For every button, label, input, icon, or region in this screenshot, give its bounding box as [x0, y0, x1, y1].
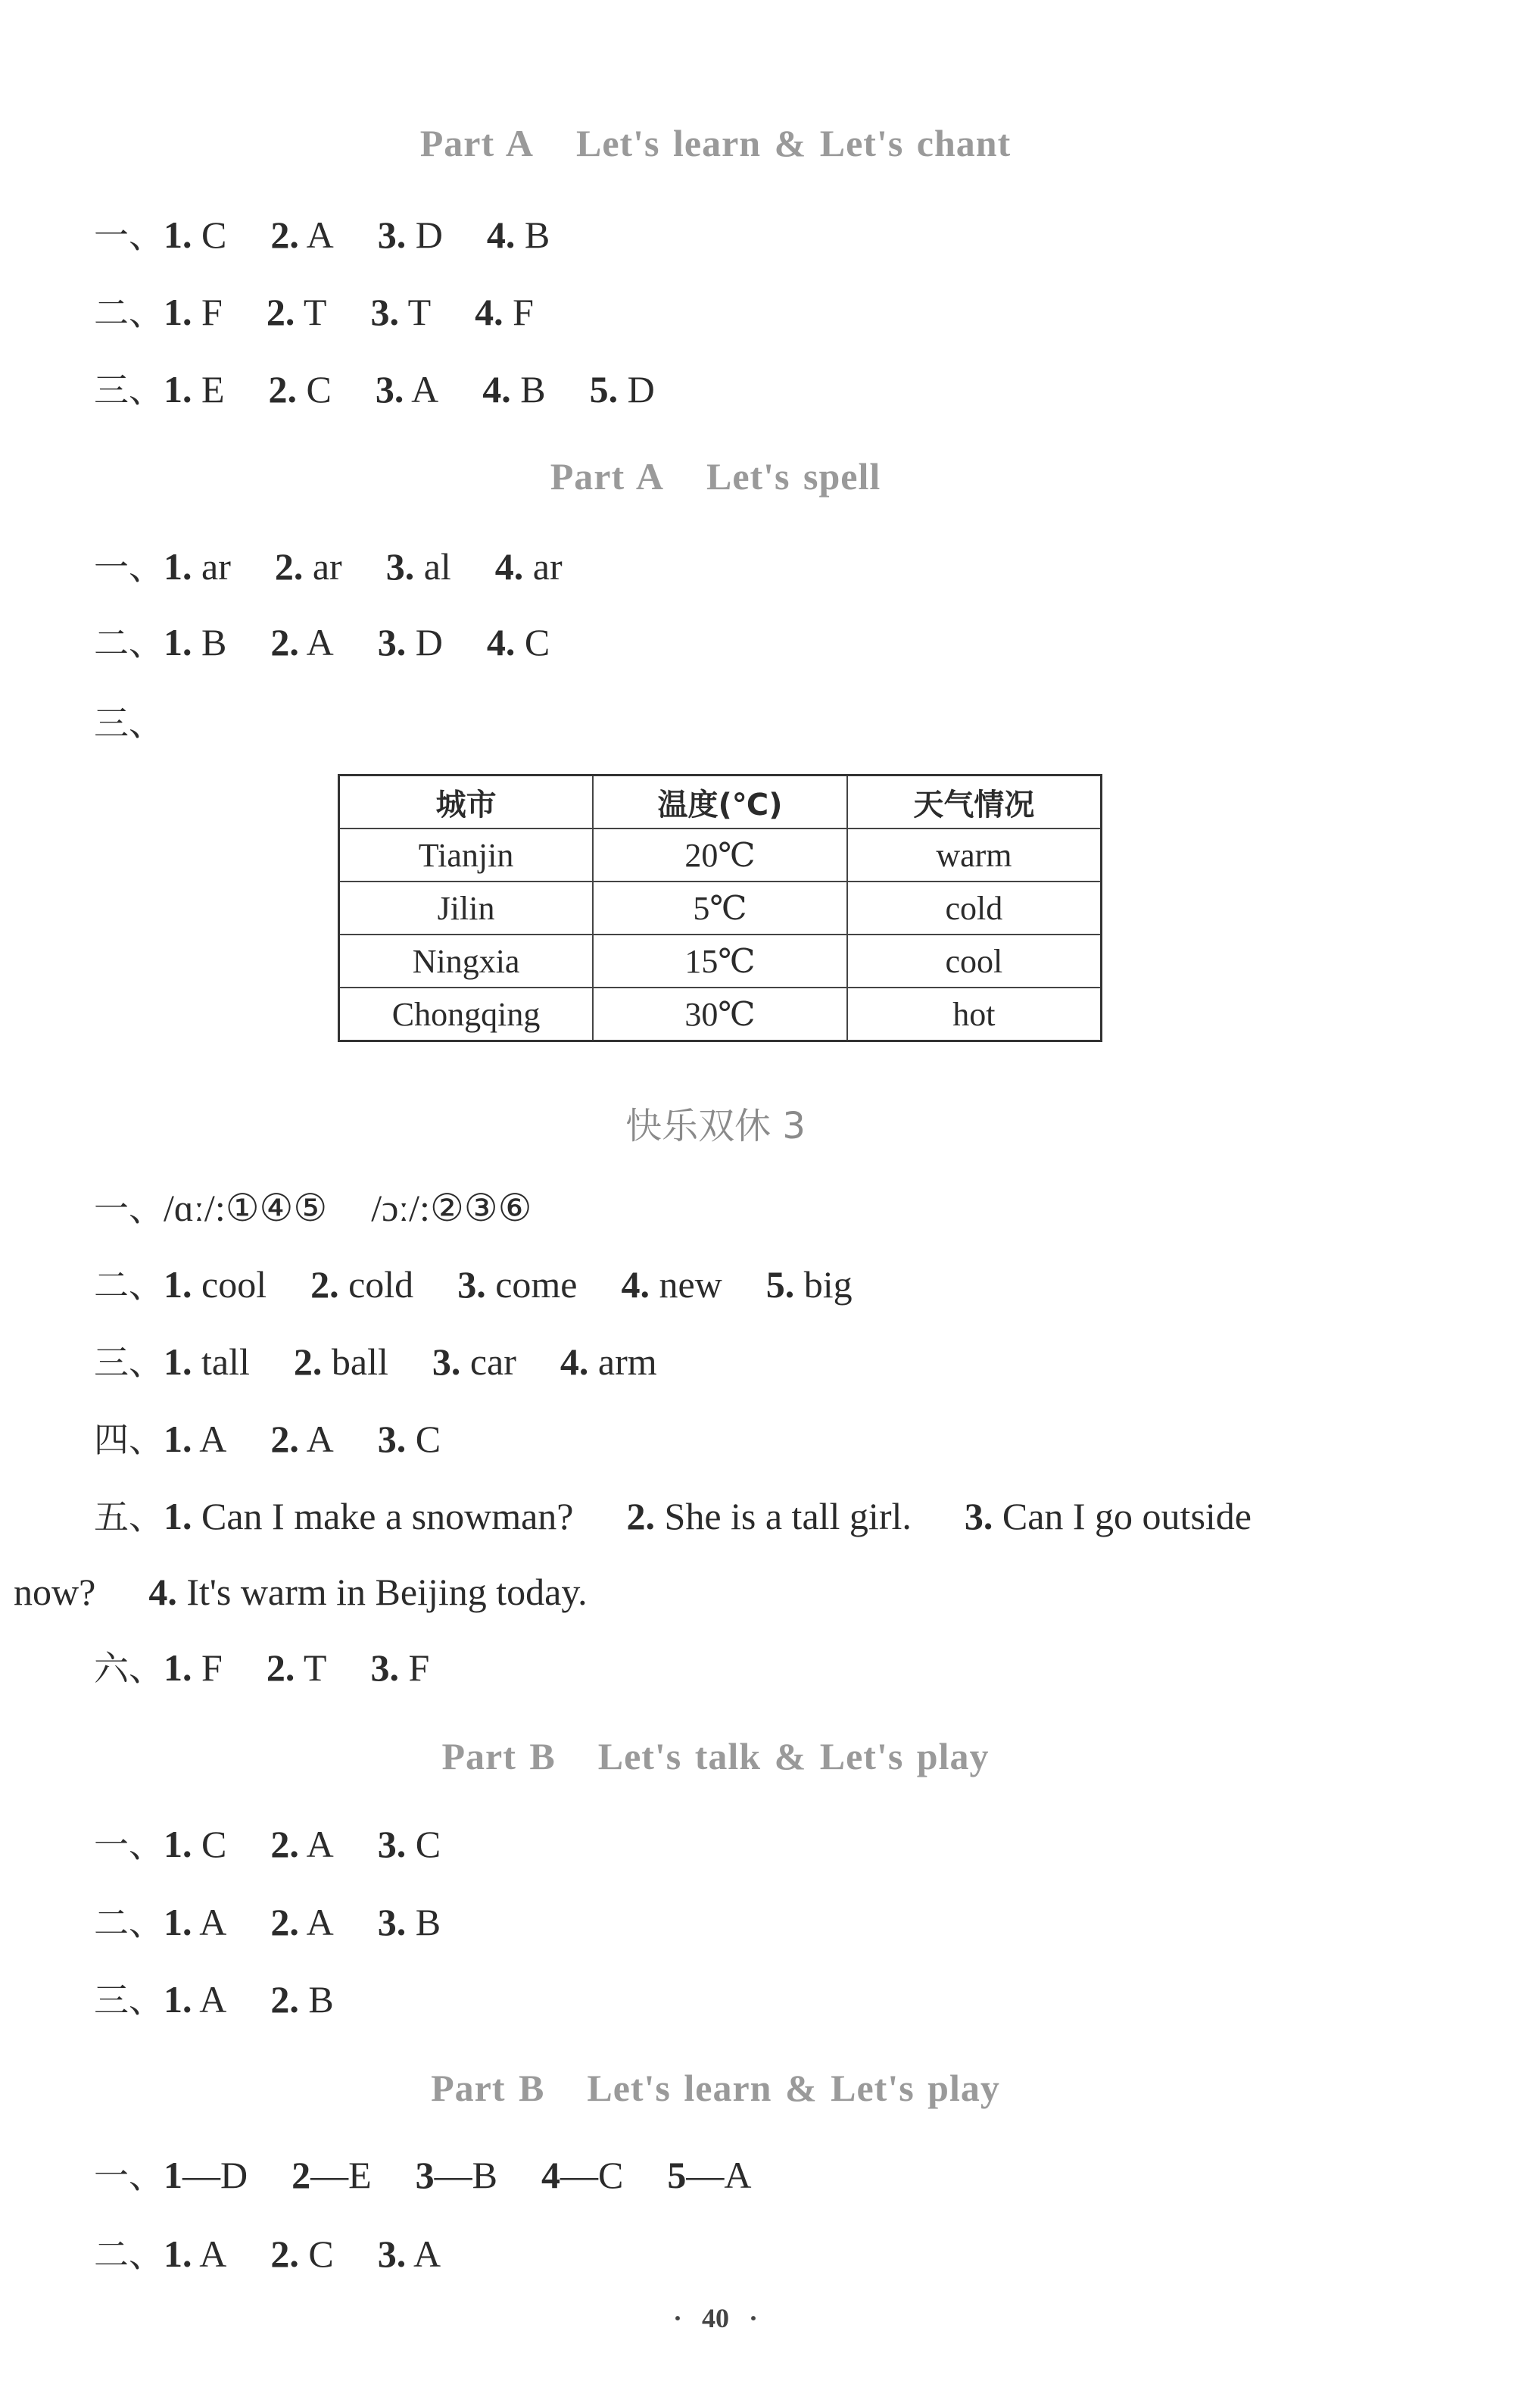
answer-item: [164, 1645, 223, 1690]
item-answer: B: [524, 214, 550, 256]
heading-part-label: Part B: [441, 1735, 556, 1777]
answer-item: [386, 544, 451, 589]
answer-item: [164, 1977, 226, 2022]
answer-line: [94, 1262, 853, 1308]
item-number: 2.: [270, 214, 299, 256]
item-answer: —A: [686, 2154, 752, 2196]
answer-item: [370, 1645, 429, 1690]
answer-item: [378, 1899, 441, 1945]
answer-item: [590, 367, 655, 412]
item-number: 1.: [164, 1495, 192, 1537]
answer-item: [164, 619, 226, 665]
item-answer: C: [524, 621, 550, 663]
question-number: 二、: [94, 1265, 164, 1306]
cell-weather: hot: [847, 988, 1102, 1041]
item-number: 1.: [164, 214, 192, 256]
answer-item: [766, 1262, 853, 1307]
item-answer: —E: [310, 2154, 372, 2196]
item-number: 4.: [486, 214, 516, 256]
item-answer: T: [303, 1646, 327, 1689]
cell-weather: cold: [847, 882, 1102, 935]
heading-title: Let's learn & Let's play: [587, 2067, 1000, 2109]
answer-line: [94, 1977, 334, 2023]
item-number: 5: [667, 2154, 687, 2196]
answer-item: [378, 2231, 441, 2276]
answer-paragraph-line-1: [94, 1493, 1252, 1540]
item-number: 2.: [268, 368, 298, 410]
item-answer: arm: [597, 1340, 657, 1383]
table-row: [339, 882, 1102, 935]
item-number: 3.: [377, 2233, 407, 2275]
answer-line: [94, 1821, 441, 1868]
item-number: 4.: [486, 621, 516, 663]
answer-item: [164, 1493, 574, 1539]
item-number: 4.: [621, 1263, 650, 1306]
item-number: 1.: [164, 1418, 192, 1460]
answer-item: [310, 1262, 413, 1307]
answer-item: [541, 2152, 623, 2198]
item-answer: A: [306, 214, 334, 256]
item-number: 3.: [377, 1901, 407, 1943]
item-answer: A: [411, 368, 439, 410]
item-number: 5.: [765, 1263, 795, 1306]
item-answer: /ɑː/:①④⑤: [164, 1187, 328, 1229]
answer-item: [164, 1262, 267, 1307]
item-number: 3.: [370, 291, 399, 333]
footer-dot: ·: [672, 2303, 682, 2333]
answer-item: [270, 1899, 333, 1945]
answer-line: [94, 289, 534, 335]
item-number: 5.: [589, 368, 619, 410]
item-answer: B: [520, 368, 546, 410]
answer-paragraph-line-2: [14, 1569, 588, 1615]
item-answer: A: [199, 1418, 227, 1460]
item-answer: —B: [434, 2154, 498, 2196]
answer-item: [457, 1262, 577, 1307]
item-answer: A: [413, 2233, 441, 2275]
cell-city: Jilin: [339, 882, 594, 935]
answer-line: [94, 212, 550, 258]
answer-item: [371, 1185, 532, 1231]
item-answer: T: [303, 291, 327, 333]
item-number: 1.: [164, 545, 192, 588]
item-number: 2.: [270, 1901, 299, 1943]
answer-item: [270, 619, 333, 665]
item-answer: She is a tall girl.: [664, 1495, 912, 1537]
heading-part-label: Part A: [419, 122, 534, 164]
item-number: 1.: [164, 1823, 192, 1865]
item-number: 3.: [375, 368, 404, 410]
header-weather: 天气情况: [847, 775, 1102, 829]
item-answer: Can I go outside: [1002, 1495, 1252, 1537]
item-number: 2.: [270, 1978, 299, 2021]
heading-part-label: Part A: [550, 455, 664, 498]
item-answer: —D: [182, 2154, 248, 2196]
heading-title: Let's talk & Let's play: [597, 1735, 990, 1777]
question-number: 五、: [94, 1496, 164, 1537]
answer-item: [560, 1339, 657, 1384]
item-answer: A: [306, 1823, 334, 1865]
item-number: 1.: [164, 2233, 192, 2275]
item-answer: big: [803, 1263, 853, 1306]
cell-city: Tianjin: [339, 829, 594, 882]
answer-line: [94, 1185, 532, 1231]
item-number: 2.: [270, 621, 299, 663]
answer-item: [267, 1645, 327, 1690]
item-number: 3.: [457, 1263, 486, 1306]
question-number: 三、: [94, 370, 164, 410]
item-answer: ar: [201, 545, 231, 588]
cell-temperature: 20℃: [593, 829, 847, 882]
answer-item: [270, 1821, 333, 1867]
item-number: 4.: [560, 1340, 589, 1383]
item-number: 1: [164, 2154, 182, 2196]
answer-item: [148, 1569, 587, 1615]
item-answer: A: [199, 2233, 227, 2275]
item-number: 3.: [385, 545, 415, 588]
item-number: 3.: [377, 214, 407, 256]
item-answer: C: [308, 2233, 334, 2275]
answer-line: [94, 1416, 441, 1462]
item-number: 1.: [164, 291, 192, 333]
question-number: 二、: [94, 1902, 164, 1943]
answer-item: [164, 1339, 250, 1384]
answer-item: [378, 1416, 441, 1462]
item-number: 3.: [377, 621, 407, 663]
item-number: 2.: [274, 545, 304, 588]
item-number: 4: [541, 2154, 561, 2196]
item-answer: cool: [201, 1263, 267, 1306]
answer-item: [164, 367, 225, 412]
item-number: 2.: [270, 1823, 299, 1865]
table-header-row: [339, 775, 1102, 829]
question-number: 三、: [94, 703, 164, 744]
answer-item: [164, 1416, 226, 1462]
item-number: 3.: [377, 1418, 407, 1460]
item-number: 1.: [164, 1978, 192, 2021]
answer-item: [275, 544, 342, 589]
answer-line: [94, 619, 550, 666]
answer-item: [378, 619, 443, 665]
answer-item: [164, 1185, 327, 1231]
cell-temperature: 15℃: [593, 935, 847, 988]
item-answer: ar: [312, 545, 342, 588]
page-number-text: 40: [702, 2303, 729, 2333]
item-answer: —C: [560, 2154, 624, 2196]
answer-item: [164, 289, 223, 335]
item-answer: A: [306, 621, 334, 663]
answer-item: [164, 544, 231, 589]
item-answer: A: [306, 1901, 334, 1943]
item-answer: E: [201, 368, 225, 410]
item-answer: F: [201, 1646, 223, 1689]
item-answer: It's warm in Beijing today.: [186, 1571, 588, 1613]
question-number: 一、: [94, 215, 164, 256]
item-answer: D: [415, 214, 443, 256]
question-number: 三、: [94, 1342, 164, 1383]
answer-line: [94, 1645, 429, 1691]
item-answer: C: [415, 1823, 441, 1865]
item-number: 2.: [270, 1418, 299, 1460]
item-number: 2.: [266, 291, 295, 333]
item-answer: A: [306, 1418, 334, 1460]
item-answer: B: [415, 1901, 441, 1943]
answer-line: [94, 2152, 751, 2198]
header-city: 城市: [339, 775, 594, 829]
answer-item: [482, 367, 545, 412]
answer-item: [164, 2152, 248, 2198]
item-answer: C: [415, 1418, 441, 1460]
question-number: 一、: [94, 2155, 164, 2196]
item-number: 1.: [164, 1646, 192, 1689]
section-heading-part-a-learn: [0, 121, 1431, 165]
item-number: 4.: [148, 1571, 177, 1613]
heading-title: Let's spell: [706, 455, 881, 498]
answer-line: [94, 700, 164, 746]
item-answer: A: [199, 1901, 227, 1943]
page-number: [0, 2302, 1431, 2334]
item-number: 1.: [164, 368, 192, 410]
item-number: 2.: [626, 1495, 656, 1537]
item-number: 4.: [494, 545, 524, 588]
item-number: 1.: [164, 1901, 192, 1943]
answer-item: [378, 1821, 441, 1867]
section-heading-part-b-learn: [0, 2066, 1431, 2110]
table-row: [339, 935, 1102, 988]
answer-item: [267, 289, 327, 335]
item-number: 1.: [164, 621, 192, 663]
answer-item: [621, 1262, 722, 1307]
answer-line: [94, 544, 563, 590]
answer-item: [432, 1339, 516, 1384]
answer-item: [270, 1977, 333, 2022]
answer-item: [627, 1493, 912, 1539]
question-number: 六、: [94, 1648, 164, 1689]
item-answer-continuation: now?: [14, 1571, 96, 1613]
header-temperature: 温度(℃): [593, 775, 847, 829]
question-number: 二、: [94, 623, 164, 663]
answer-item: [378, 212, 443, 257]
item-answer: B: [308, 1978, 334, 2021]
section-heading-part-b-talk: [0, 1734, 1431, 1778]
question-number: 一、: [94, 547, 164, 588]
answer-line: [94, 367, 655, 413]
answer-item: [495, 544, 563, 589]
cell-temperature: 5℃: [593, 882, 847, 935]
table-row: [339, 988, 1102, 1041]
item-answer: D: [415, 621, 443, 663]
item-answer: F: [408, 1646, 430, 1689]
item-number: 2: [291, 2154, 311, 2196]
item-answer: A: [199, 1978, 227, 2021]
answer-item: [487, 212, 550, 257]
section-heading-weekend-3: 快乐双休 3: [625, 1105, 806, 1147]
answer-line: [94, 1899, 441, 1946]
item-answer: F: [513, 291, 534, 333]
answer-item: [164, 212, 226, 257]
weather-table: [338, 774, 1102, 1042]
cell-city: Chongqing: [339, 988, 594, 1041]
item-answer: come: [495, 1263, 578, 1306]
answer-item: [270, 1416, 333, 1462]
answer-item: [370, 289, 431, 335]
answer-item: [294, 1339, 388, 1384]
item-number: 3: [415, 2154, 435, 2196]
item-answer: /ɔː/:②③⑥: [371, 1187, 532, 1229]
item-answer: F: [201, 291, 223, 333]
item-answer: B: [201, 621, 227, 663]
answer-item: [667, 2152, 751, 2198]
item-number: 2.: [293, 1340, 323, 1383]
question-number: 二、: [94, 2234, 164, 2275]
item-answer: tall: [201, 1340, 250, 1383]
item-answer: new: [659, 1263, 722, 1306]
answer-item: [475, 289, 534, 335]
answer-item: [270, 2231, 333, 2276]
heading-title: Let's learn & Let's chant: [575, 122, 1012, 164]
answer-item: [164, 2231, 226, 2276]
answer-item: [416, 2152, 497, 2198]
answer-item: [965, 1493, 1252, 1539]
cell-city: Ningxia: [339, 935, 594, 988]
section-heading-part-a-spell: [0, 454, 1431, 498]
item-answer: cold: [348, 1263, 414, 1306]
answer-item: [487, 619, 550, 665]
question-number: 一、: [94, 1188, 164, 1229]
answer-item: [164, 1821, 226, 1867]
answer-item: [270, 212, 333, 257]
answer-line: [94, 1339, 657, 1385]
item-answer: D: [627, 368, 655, 410]
question-number: 二、: [94, 292, 164, 333]
item-answer: ball: [331, 1340, 388, 1383]
footer-dot: ·: [749, 2303, 759, 2333]
item-number: 3.: [377, 1823, 407, 1865]
item-answer: C: [201, 1823, 227, 1865]
item-number: 3.: [370, 1646, 399, 1689]
item-number: 2.: [270, 2233, 299, 2275]
item-number: 1.: [164, 1340, 192, 1383]
item-number: 4.: [482, 368, 511, 410]
heading-part-label: Part B: [431, 2067, 545, 2109]
item-number: 2.: [266, 1646, 295, 1689]
answer-item: [291, 2152, 372, 2198]
question-number: 四、: [94, 1419, 164, 1460]
item-number: 3.: [964, 1495, 993, 1537]
table-row: [339, 829, 1102, 882]
question-number: 三、: [94, 1980, 164, 2021]
item-answer: C: [201, 214, 227, 256]
item-number: 3.: [432, 1340, 461, 1383]
cell-weather: warm: [847, 829, 1102, 882]
cell-weather: cool: [847, 935, 1102, 988]
answer-item: [376, 367, 438, 412]
answer-item: [269, 367, 332, 412]
item-answer: ar: [532, 545, 563, 588]
item-answer: C: [306, 368, 332, 410]
question-number: 一、: [94, 1824, 164, 1865]
cell-temperature: 30℃: [593, 988, 847, 1041]
answer-item: [164, 1899, 226, 1945]
item-answer: T: [407, 291, 432, 333]
item-answer: car: [469, 1340, 516, 1383]
answer-line: [94, 2231, 441, 2277]
item-number: 4.: [475, 291, 503, 333]
item-answer: Can I make a snowman?: [201, 1495, 574, 1537]
item-number: 2.: [310, 1263, 339, 1306]
item-number: 1.: [164, 1263, 192, 1306]
item-answer: al: [423, 545, 451, 588]
